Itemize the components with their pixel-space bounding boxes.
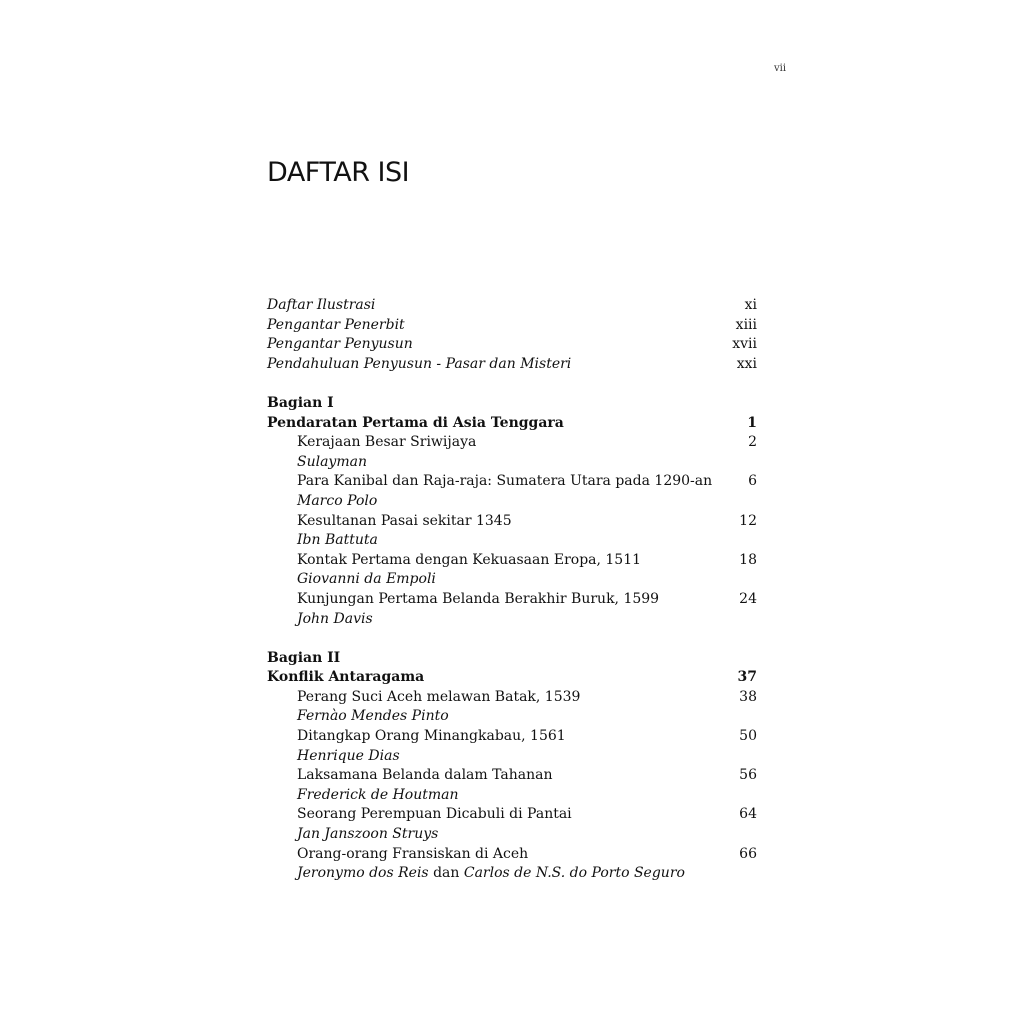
chapter-author <box>267 610 757 630</box>
toc-entry-page: xiii <box>735 316 757 333</box>
chapter-entry[interactable] <box>267 551 757 571</box>
toc-entry-title: Pengantar Penyusun <box>267 336 413 353</box>
chapter-author <box>267 453 757 473</box>
toc-entry[interactable] <box>267 296 757 316</box>
part-page: 37 <box>737 669 757 686</box>
chapter-entry[interactable] <box>267 512 757 532</box>
chapter-author <box>267 747 757 767</box>
chapter-page: 64 <box>739 806 757 823</box>
part-page: 1 <box>747 414 757 431</box>
chapter-title: Perang Suci Aceh melawan Batak, 1539 <box>297 688 581 705</box>
chapter-entry[interactable] <box>267 805 757 825</box>
toc-entry-title: Daftar Ilustrasi <box>267 297 376 313</box>
chapter-title: Kunjungan Pertama Belanda Berakhir Buruk, 1599 <box>297 590 660 607</box>
chapter-page: 66 <box>739 845 757 862</box>
chapter-page: 2 <box>748 434 757 451</box>
chapter-title: Ditangkap Orang Minangkabau, 1561 <box>297 728 566 745</box>
table-of-contents <box>267 296 757 884</box>
chapter-title: Laksamana Belanda dalam Tahanan <box>297 767 553 784</box>
chapter-author <box>267 707 757 727</box>
part-label <box>267 649 757 669</box>
section-spacer <box>267 374 757 394</box>
chapter-entry[interactable] <box>267 688 757 708</box>
chapter-author-name: Sulayman <box>297 453 367 470</box>
toc-entry-title: Pendahuluan Penyusun - Pasar dan Misteri <box>267 355 572 372</box>
chapter-author-name: Ibn Battuta <box>297 532 378 549</box>
chapter-title: Seorang Perempuan Dicabuli di Pantai <box>297 806 572 823</box>
chapter-title: Kesultanan Pasai sekitar 1345 <box>297 512 512 529</box>
part-title: Konflik Antaragama <box>267 669 425 686</box>
chapter-author-name: Jeronymo dos Reis <box>297 865 429 882</box>
chapter-page: 24 <box>739 590 757 607</box>
chapter-author-name: Fernào Mendes Pinto <box>297 708 449 725</box>
toc-entry-page: xxi <box>736 355 757 372</box>
chapter-author-names <box>297 864 757 884</box>
chapter-page: 50 <box>739 728 757 745</box>
chapter-author-name: John Davis <box>297 610 373 627</box>
chapter-author <box>267 531 757 551</box>
chapter-entry[interactable] <box>267 472 757 492</box>
chapter-entry[interactable] <box>267 727 757 747</box>
page-number: vii <box>774 63 787 74</box>
chapter-page: 56 <box>739 767 757 784</box>
chapter-entry[interactable] <box>267 590 757 610</box>
toc-entry[interactable] <box>267 335 757 355</box>
chapter-author <box>267 492 757 512</box>
chapter-entry[interactable] <box>267 845 757 865</box>
chapter-author-name: Marco Polo <box>297 492 378 509</box>
chapter-page: 12 <box>739 512 757 529</box>
chapter-entry[interactable] <box>267 433 757 453</box>
chapter-title: Orang-orang Fransiskan di Aceh <box>297 845 529 862</box>
section-spacer <box>267 629 757 649</box>
chapter-author-name: Frederick de Houtman <box>297 786 459 803</box>
chapter-entry[interactable] <box>267 766 757 786</box>
chapter-author <box>267 825 757 845</box>
toc-entry-title: Pengantar Penerbit <box>267 316 405 333</box>
chapter-page: 18 <box>739 551 757 568</box>
part-heading[interactable] <box>267 668 757 688</box>
part-heading[interactable] <box>267 414 757 434</box>
author-joiner: dan <box>433 865 460 882</box>
chapter-author <box>267 786 757 806</box>
chapter-title: Kerajaan Besar Sriwijaya <box>297 434 477 451</box>
chapter-title: Para Kanibal dan Raja-raja: Sumatera Utara pada 1290-an <box>297 473 713 490</box>
chapter-author-name: Henrique Dias <box>297 747 400 764</box>
toc-entry[interactable] <box>267 316 757 336</box>
toc-entry-page: xvii <box>732 336 757 353</box>
chapter-page: 6 <box>748 473 757 490</box>
part-label-text: Bagian II <box>267 649 341 666</box>
chapter-author-name: Giovanni da Empoli <box>297 571 436 588</box>
chapter-author <box>267 570 757 590</box>
part-label-text: Bagian I <box>267 394 334 411</box>
chapter-title: Kontak Pertama dengan Kekuasaan Eropa, 1511 <box>297 551 642 568</box>
part-title: Pendaratan Pertama di Asia Tenggara <box>267 414 564 431</box>
page-title: DAFTAR ISI <box>267 157 410 188</box>
chapter-author-name: Jan Janszoon Struys <box>297 826 439 843</box>
chapter-page: 38 <box>739 688 757 705</box>
toc-entry[interactable] <box>267 355 757 375</box>
toc-entry-page: xi <box>744 297 757 313</box>
chapter-author <box>267 864 757 884</box>
part-label <box>267 394 757 414</box>
chapter-author-name: Carlos de N.S. do Porto Seguro <box>463 865 685 882</box>
